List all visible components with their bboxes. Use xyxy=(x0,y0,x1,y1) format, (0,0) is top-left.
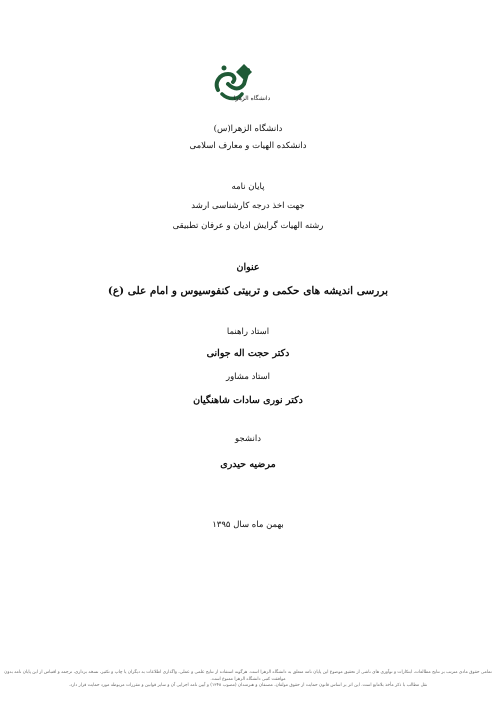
date-line: بهمن ماه سال ۱۳۹۵ xyxy=(212,520,284,530)
university-name: دانشگاه الزهرا(س) xyxy=(213,124,283,134)
degree-line: جهت اخذ درجه کارشناسی ارشد xyxy=(191,201,305,211)
student-label: دانشجو xyxy=(235,434,261,444)
footer-line-1: تمامی حقوق مادی مترتب بر نتایج مطالعات، ابتکارات و نوآوری های ناشی از تحقیق موضوع این پایان نامه متعلق به دانشگاه الزهرا است. هرگونه استفاده از نتایج علمی و عملی، واگذاری اطلاعات به دیگران یا چاپ و تکثیر، نسخه برداری، ترجمه و اقتباس از این پایان نامه بدون موافقت کتبی دانشگاه الزهرا ممنوع است. xyxy=(4,670,492,682)
supervisor-name: دکتر حجت اله جوانی xyxy=(206,348,290,359)
field-line: رشته الهیات گرایش ادیان و عرفان تطبیقی xyxy=(172,221,324,231)
title-label: عنوان xyxy=(236,262,260,273)
footer-line-2: نقل مطالب با ذکر مأخذ بلامانع است. این اثر بر اساس قانون حمایت از حقوق مولفان، مصنفان و هنرمندان (مصوب ۱۳۴۸) و آیین نامه اجرایی آن و سایر قوانین و مقررات مربوطه مورد حمایت قرار دارد. xyxy=(68,683,428,688)
copyright-footer xyxy=(4,670,492,690)
student-name: مرضیه حیدری xyxy=(220,459,276,470)
advisor-name: دکتر نوری سادات شاهنگیان xyxy=(193,395,303,406)
supervisor-label: استاد راهنما xyxy=(226,327,270,337)
advisor-label: استاد مشاور xyxy=(225,372,271,382)
university-logo-icon xyxy=(204,60,280,110)
thesis-title: بررسی اندیشه های حکمی و تربیتی کنفوسیوس و امام علی (ع) xyxy=(107,285,389,297)
faculty-name: دانشکده الهیات و معارف اسلامی xyxy=(189,141,307,151)
logo-text: دانشگاه الزهرا xyxy=(233,95,271,102)
thesis-type: پایان نامه xyxy=(231,182,265,192)
